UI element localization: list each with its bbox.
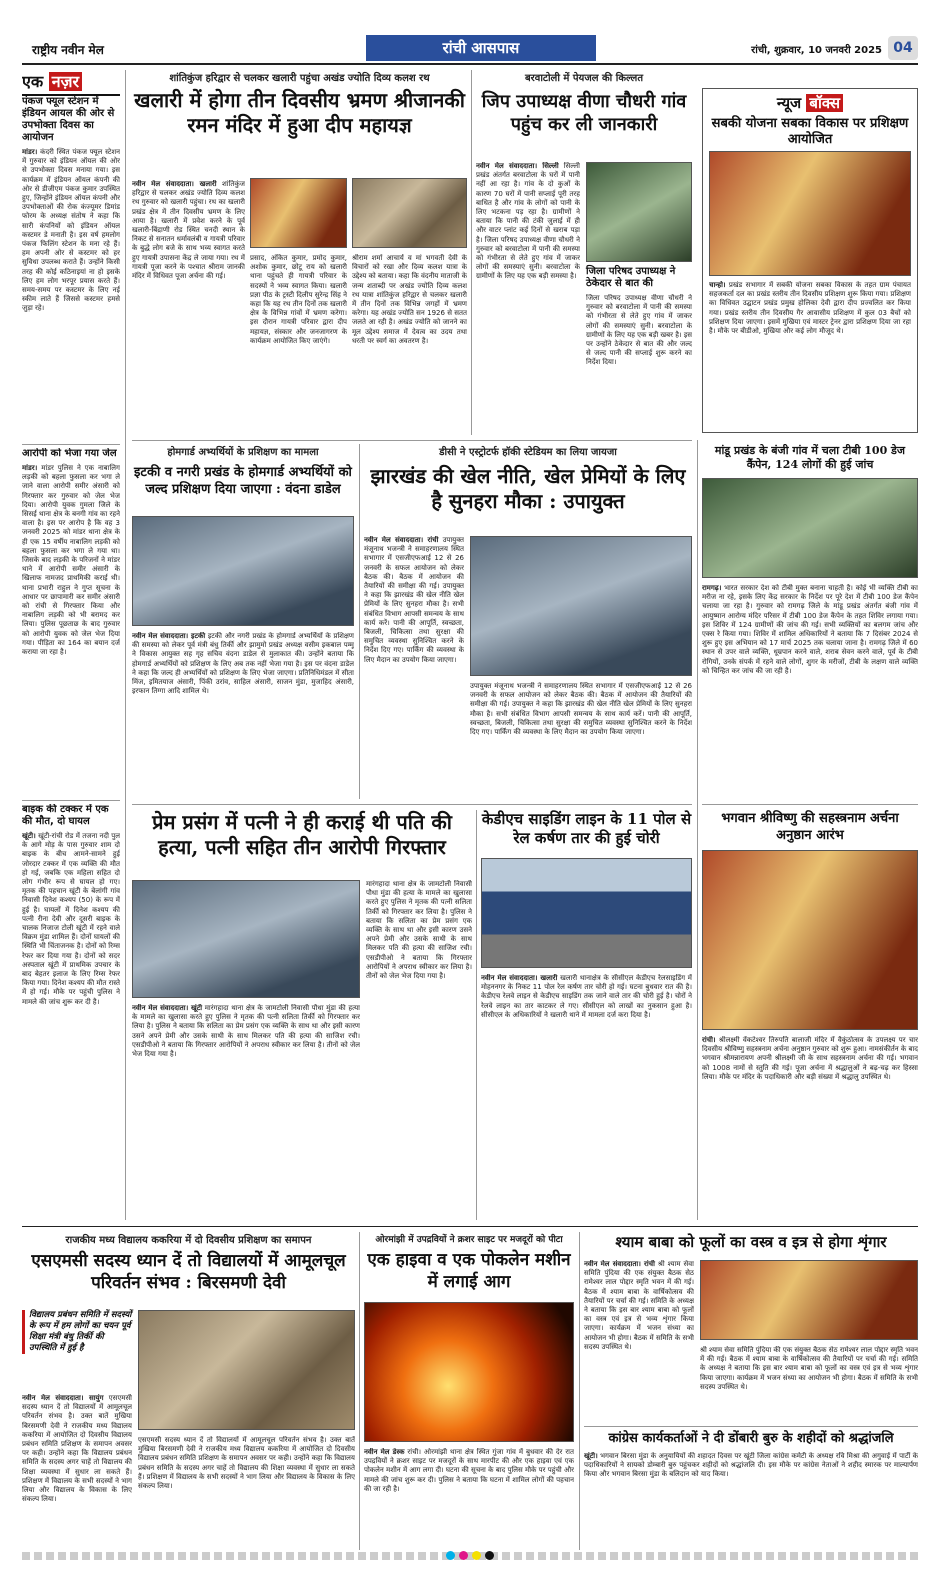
story-body <box>481 974 692 1220</box>
ek-nazar-dateline: मांडर। <box>22 148 38 156</box>
story-vishnu-sahasranam <box>702 810 918 1220</box>
ek-nazar-headline: पंकज फ्यूल स्टेशन में इंडियन आयल की ओर से उपभोक्ता दिवस का आयोजन <box>22 96 115 143</box>
story-body-col2: जिला परिषद उपाध्यक्ष वीणा चौधरी ने गुरुवार को बरवाटोला में पानी की समस्या को गंभीरता से लेते हुए गांव में जाकर लोगों की समस्याएं सुनी। बरवाटोला के ग्रामीणों के लिए यह एक बड़ी खबर है। इस पर उन्होंने ठेकेदार से बात की और जल्द से जल्द पानी की सप्लाई शुरू करने का निर्देश दिया। <box>586 294 692 367</box>
story-kicker: बरवाटोली में पेयजल की किल्लत <box>524 73 644 84</box>
story-text: मारंगहादा थाना क्षेत्र के जामटोली निवासी पौधा मुंडा की हत्या के मामले का खुलासा करते हुए पुलिस ने मृतक की पत्नी सलिता तिर्की को गिरफ्तार कर लिया है। पुलिस ने बताया कि सलिता का प्रेम प्रसंग एक व्यक्ति के साथ था और इसी कारण उसने अपने प्रेमी और उसके साथी के साथ मिलकर पति की हत्या की साजिश रची। एसडीपीओ ने बताया कि गिरफ्तार आरोपियों ने अपराध स्वीकार कर लिया है। तीनों को जेल भेज दिया गया है। <box>132 1004 360 1059</box>
story-dateline: नवीन मेल संवाददाता। खलारी <box>481 974 558 982</box>
divider <box>22 444 120 445</box>
story-dateline: नवीन मेल संवाददाता। सिल्ली <box>476 162 559 170</box>
ek-nazar-body <box>22 832 120 1007</box>
photo-village-visit <box>586 162 692 262</box>
section-divider <box>584 1426 918 1427</box>
story-text: एसएमसी सदस्य ध्यान दें तो विद्यालयों में आमूलचूल परिवर्तन संभव है। उक्त बातें मुखिया बिरसमणी देवी ने राजकीय मध्य विद्यालय ककरिया में आयोजित दो दिवसीय विद्यालय प्रबंधन समिति प्रशिक्षण के समापन अवसर पर कही। उन्होंने कहा कि विद्यालय प्रबंधन समिति के सदस्य अगर चाहें तो विद्यालय की शिक्षा व्यवस्था में सुधार ला सकते हैं। प्रशिक्षण में विद्यालय के सभी सदस्यों ने भाग लिया और विद्यालय के विकास के लिए संकल्प लिया। <box>22 1394 132 1504</box>
ek-nazar-text: मांडर पुलिस ने एक नाबालिग लड़की को बहला फुसला कर भगा ले जाने वाला आरोपी समीर अंसारी को गिरफ्तार कर गुरुवार को जेल भेज दिया। आरोपी युवक गुमला जिले के सिसई थाना क्षेत्र के बनगी गांव का रहने वाला है। इस पर आरोप है कि वह 3 जनवरी 2025 को मांडर थाना क्षेत्र के ही एक 15 वर्षीय नाबालिग लड़की को बहला फुसला कर भगा ले गया था। जिसके बाद लड़की के परिजनों ने मांडर थाने में आरोपी समीर अंसारी के खिलाफ नामजद प्राथमिकी कराई थी। थाना प्रभारी राहुल ने गुप्त सूचना के आधार पर छापामारी कर समीर अंसारी को रांची से गिरफ्तार किया और नाबालिग लड़की को भी बरामद कर लिया। पुलिस पूछताछ के बाद गुरुवार को आरोपी युवक को जेल भेज दिया गया। पीड़िता का 164 का बयान दर्ज कराया जा रहा है। <box>22 464 120 657</box>
story-text: श्री श्याम सेवा समिति पुंदिया की एक संयुक्त बैठक सेठ रामेश्वर लाल पोद्दार स्मृति भवन में की गई। बैठक में श्याम बाबा के वार्षिकोत्सव की तैयारियों पर चर्चा की गई। समिति के अध्यक्ष ने बताया कि इस बार श्याम बाबा को फूलों का वस्त्र एवं इत्र से भव्य शृंगार किया जाएगा। कार्यक्रम में भजन संध्या का आयोजन भी होगा। बैठक में समिति के सभी सदस्य उपस्थित थे। <box>584 1260 694 1351</box>
story-text: शांतिकुंज हरिद्वार से चलकर अखंड ज्योति दिव्य कलश रथ गुरुवार को खलारी पहुंचा। रथ का खलारी प्रखंड क्षेत्र में तीन दिवसीय भ्रमण के लिए आया है। खलारी में प्रवेश करने के पूर्व खलारी-बिंद्राणी रोड स्थित चनदी स्थान के निकट से सनातन धर्मावलंबी व गायत्री परिवार के बुद्धे लोग बजे के साथ भव्य स्वागत करते हुए गायत्री उपासना केंद्र ले जाया गया। रथ में गायत्री पूजा करने के पश्चात श्रीराम जानकी मंदिर में विधिवत पूजा अर्चना की गई। <box>132 180 245 281</box>
column-divider <box>697 440 698 1220</box>
story-text: इटकी और नगरी प्रखंड के होमगार्ड अभ्यर्थियों के प्रशिक्षण की समस्या को लेकर पूर्व मंत्री बंधु तिर्की और झामुमो प्रखंड अध्यक्ष वसीम इकबाल पम्मू ने विकास आयुक्त सह गृह सचिव वंदना डाडेल से मुलाकात की। उन्होंने बताया कि होमगार्ड अभ्यर्थियों को प्रशिक्षण के लिए अब तक नहीं भेजा गया है। इस पर वंदना डाडेल ने कहा कि जल्द ही अभ्यर्थियों को प्रशिक्षण के लिए भेजा जाएगा। प्रतिनिधिमंडल में सीता मिंज, इमितयाज अंसारी, पिंकी उरांव, साहिल अंसारी, साजन मुंडा, मुजाहिद अंसारी, इरफान तिग्गा आदि शामिल थे। <box>132 632 354 696</box>
story-khalari <box>132 70 467 435</box>
story-body <box>702 1036 918 1220</box>
story-kicker: राजकीय मध्य विद्यालय ककरिया में दो दिवसीय प्रशिक्षण का समापन <box>65 1235 312 1246</box>
story-kicker: होमगार्ड अभ्यर्थियों के प्रशिक्षण का मामला <box>167 447 319 458</box>
story-text: खलारी थानाक्षेत्र के सीसीएल केडीएच रेलसाइडिंग में मोहननगर के निकट 11 पोल रेल कर्षण तार चोरी हो गई। घटना बुधवार रात की है। केडीएच रेलवे लाइन से केडीएच साइडिंग तक जाने वाले तार की चोरी हुई है। चोरों ने रेलवे लाइन का तार काटकर ले गए। सीसीएल को लाखों का नुकसान हुआ है। सीसीएल के अधिकारियों ने खलारी थाने में मामला दर्ज करा दिया है। <box>481 974 692 1019</box>
page-number-badge: 04 <box>888 36 918 60</box>
story-kicker: ओरमांझी में उपद्रवियों ने क्रशर साइट पर मजदूरों को पीटा <box>375 1235 563 1245</box>
section-divider <box>702 804 918 805</box>
column-divider <box>471 70 472 435</box>
news-box-label <box>707 93 913 113</box>
story-veena-chaudhary <box>476 70 692 435</box>
story-dateline: नवीन मेल संवाददाता। रांची <box>584 1260 655 1268</box>
magenta-dot <box>459 1551 468 1560</box>
ek-nazar-dateline: खूंटी। <box>22 832 36 840</box>
story-khel-niti <box>364 444 692 799</box>
story-headline: भगवान श्रीविष्णु की सहस्त्रनाम अर्चना अनुष्ठान आरंभ <box>721 811 899 843</box>
story-text: भगवान बिरसा मुंडा के अनुयायियों की शहादत दिवस पर खूंटी जिला कांग्रेस कमेटी के अध्यक्ष रवि मिश्रा की अगुवाई में पार्टी के पदाधिकारियों ने सायको डोम्बारी बुरु पहुंचकर शहीदों को श्रद्धांजलि दी। इस मौके पर कांग्रेस नेताओं ने शहीद स्मारक पर माल्यार्पण किया और भगवान बिरसा मुंडा के बलिदान को याद किया। <box>584 1452 918 1479</box>
news-box-label-a: न्यूज <box>776 94 807 112</box>
section-divider <box>132 440 692 441</box>
story-body <box>364 1448 574 1550</box>
divider <box>22 800 120 801</box>
ek-nazar-item <box>22 448 120 788</box>
photo-procession <box>250 178 347 248</box>
ek-nazar-text: कंदरी स्थित पंकज फ्यूल स्टेशन में गुरुवार को इंडियन ऑयल की ओर से उपभोक्ता दिवस मनाया गया। इस कार्यक्रम में इंडियन ऑयल कंपनी की ओर से डीजीएम पंकज कुमार उपस्थित हुए, जिन्होंने इंडियन ऑयल कंपनी और उपभोक्ताओं की रोक कंज्यूमर डिमांड फोरम के अध्यक्ष संतोष ने कहा कि सारी कंपनियों को इंडियन ऑयल कस्टमर डे मनाती है। इस वर्ष हमलोग पंकज फिलिंग स्टेशन के मना रहे हैं। हम अपनी ओर से कस्टमर को हर सुविधा उपलब्ध कराते हैं। उन्होंने किसी तरह की कोई कठिनाइयां ना हो इसके लिए हम लोग भरपूर प्रयास करते हैं। समय-समय पर कस्टमर के लिए नई स्कीम लाते हैं जिससे कस्टमर हमसे जुड़ा रहे। <box>22 148 120 313</box>
news-box <box>702 88 918 433</box>
story-headline: इटकी व नगरी प्रखंड के होमगार्ड अभ्यर्थियों को जल्द प्रशिक्षण दिया जाएगा : वंदना डाडेल <box>134 465 352 497</box>
story-dateline: नवीन मेल संवाददाता। रांची <box>364 536 439 544</box>
story-headline: जिप उपाध्यक्ष वीणा चौधरी गांव पहुंच कर ली जानकारी <box>481 91 687 135</box>
pull-quote: विद्यालय प्रबंधन समिति में सदस्यों के रूप में हम लोगों का चयन पूर्व शिक्षा मंत्री बंधु तिर्की की उपस्थिति में हुई है <box>22 1310 132 1354</box>
ek-nazar-label-b: नज़र <box>49 72 82 91</box>
column-divider <box>359 444 360 799</box>
story-text: रांची। ओरमांझी थाना क्षेत्र स्थित गुंजा गांव में बुधवार की देर रात उपद्रवियों ने क्रशर साइट पर मजदूरों के साथ मारपीट की और एक हाइवा एवं एक पोकलेन मशीन में आग लगा दी। घटना की सूचना के बाद पुलिस मौके पर पहुंची और मामले की जांच शुरू कर दी। पुलिस ने बताया कि घटना में शामिल लोगों की पहचान की जा रही है। <box>364 1448 574 1493</box>
ek-nazar-headline: बाइक की टक्कर में एक की मौत, दो घायल <box>22 804 109 827</box>
story-dateline: नवीन मेल संवाददाता। खलारी <box>132 180 217 188</box>
column-divider <box>476 810 477 1220</box>
story-dateline: रांची। <box>702 1036 716 1044</box>
color-registration-marks <box>440 1548 500 1562</box>
cyan-dot <box>446 1551 455 1560</box>
story-headline: केडीएच साइडिंग लाइन के 11 पोल से रेल कर्षण तार की हुई चोरी <box>481 810 692 847</box>
story-body-col1 <box>132 180 245 435</box>
photo-health-camp <box>702 478 918 578</box>
ek-nazar-body <box>22 464 120 657</box>
black-dot <box>485 1551 494 1560</box>
ek-nazar-item <box>22 96 120 446</box>
story-body-col2: मारंगहादा थाना क्षेत्र के जामटोली निवासी पौधा मुंडा की हत्या के मामले का खुलासा करते हुए पुलिस ने मृतक की पत्नी सलिता तिर्की को गिरफ्तार कर लिया है। पुलिस ने बताया कि सलिता का प्रेम प्रसंग एक व्यक्ति के साथ था और इसी कारण उसने अपने प्रेमी और उसके साथी के साथ मिलकर पति की हत्या की साजिश रची। एसडीपीओ ने बताया कि गिरफ्तार आरोपियों ने अपराध स्वीकार कर लिया है। तीनों को जेल भेज दिया गया है। <box>366 880 472 981</box>
story-tb-campaign <box>702 444 918 799</box>
photo-temple-ritual <box>702 850 918 1030</box>
photo-meeting <box>132 516 354 626</box>
story-headline: कांग्रेस कार्यकर्ताओं ने दी डोंबारी बुरु के शहीदों को श्रद्धांजलि <box>608 1431 894 1446</box>
ek-nazar-body <box>22 148 120 314</box>
photo-fire <box>364 1302 574 1442</box>
photo-review-meeting <box>470 536 692 676</box>
paper-name: राष्ट्रीय नवीन मेल <box>32 43 104 57</box>
story-dateline: नवीन मेल संवाददाता। खूंटी <box>132 1004 203 1012</box>
story-body-col1 <box>132 1004 360 1220</box>
story-kicker: डीसी ने एस्ट्रोटर्फ हॉकी स्टेडियम का लिया जायजा <box>439 447 617 458</box>
story-text: उपायुक्त मंजूनाथ भजन्त्री ने समाहरणालय स्थित सभागार में एसजीएफआई 12 से 26 जनवरी के सफल आयोजन को लेकर बैठक की। बैठक में आयोजन की तैयारियों की समीक्षा की गई। उपायुक्त ने कहा कि झारखंड की खेल नीति खेल प्रेमियों के लिए सुनहरा मौका है। सभी संबंधित विभाग आपसी समन्वय के साथ कार्य करें। पानी की आपूर्ति, स्वच्छता, बिजली, चिकित्सा तथा सुरक्षा की समुचित व्यवस्था सुनिश्चित करने के निर्देश दिए गए। पार्किंग की व्यवस्था के लिए मैदान का उपयोग किया जाएगा। <box>364 536 464 664</box>
story-text: प्रखंड सभागार में सबकी योजना सबका विकास के तहत ग्राम पंचायत सहजकर्ता दल का प्रखंड स्तरीय तीन दिवसीय प्रशिक्षण शुरू किया गया। प्रशिक्षण का विधिवत उद्घाटन प्रखंड प्रमुख होलिका देवी द्वारा दीप प्रज्वलित कर किया गया। प्रखंड स्तरीय तीन दिवसीय गैर आवासीय प्रशिक्षण में कुल 03 बैचों को प्रशिक्षण दिया जाएगा। इसमें मुखिया एवं मास्टर ट्रेनर द्वारा प्रशिक्षण दिया जा रहा है। मौके पर बीडीओ, मुखिया और कई लोग मौजूद थे। <box>709 281 911 336</box>
story-kicker: शांतिकुंज हरिद्वार से चलकर खलारी पहुंचा अखंड ज्योति दिव्य कलश रथ <box>169 73 430 84</box>
story-smc-training <box>22 1232 355 1550</box>
section-divider <box>132 804 692 805</box>
photo-ceremony <box>352 178 467 248</box>
story-dateline: नवीन मेल संवाददाता। इटकी <box>132 632 206 640</box>
column-divider <box>359 1232 360 1550</box>
story-dateline: नवीन मेल डेस्क <box>364 1448 405 1456</box>
ek-nazar-dateline: मांडर। <box>22 464 38 472</box>
story-headline: श्याम बाबा को फूलों का वस्त्र व इत्र से होगा शृंगार <box>615 1233 887 1251</box>
ek-nazar-headline: आरोपी को भेजा गया जेल <box>22 448 117 459</box>
story-headline: झारखंड की खेल नीति, खेल प्रेमियों के लिए है सुनहरा मौका : उपायुक्त <box>370 464 686 513</box>
story-body-continued: उपायुक्त मंजूनाथ भजन्त्री ने समाहरणालय स्थित सभागार में एसजीएफआई 12 से 26 जनवरी के सफल आयोजन को लेकर बैठक की। बैठक में आयोजन की तैयारियों की समीक्षा की गई। उपायुक्त ने कहा कि झारखंड की खेल नीति खेल प्रेमियों के लिए सुनहरा मौका है। सभी संबंधित विभाग आपसी समन्वय के साथ कार्य करें। पानी की आपूर्ति, स्वच्छता, बिजली, चिकित्सा तथा सुरक्षा की समुचित व्यवस्था सुनिश्चित करने के निर्देश दिए गए। पार्किंग की व्यवस्था के लिए मैदान का उपयोग किया जाएगा। <box>470 682 692 737</box>
story-body <box>709 281 911 429</box>
photo-training-group <box>138 1310 355 1430</box>
story-crusher-fire <box>364 1232 574 1550</box>
story-headline: खलारी में होगा तीन दिवसीय भ्रमण श्रीजानकी रमन मंदिर में हुआ दीप महायज्ञ <box>134 88 465 137</box>
story-dateline: खूंटी। <box>584 1452 598 1460</box>
story-dateline: रामगढ़। <box>702 584 722 592</box>
story-headline: सबकी योजना सबका विकास पर प्रशिक्षण आयोजित <box>711 116 909 147</box>
story-dateline: नवीन मेल संवाददाता। सायुंग <box>22 1394 104 1402</box>
story-body-continued: श्री श्याम सेवा समिति पुंदिया की एक संयुक्त बैठक सेठ रामेश्वर लाल पोद्दार स्मृति भवन में की गई। बैठक में श्याम बाबा के वार्षिकोत्सव की तैयारियों पर चर्चा की गई। समिति के अध्यक्ष ने बताया कि इस बार श्याम बाबा को फूलों का वस्त्र एवं इत्र से भव्य शृंगार किया जाएगा। कार्यक्रम में भजन संध्या का आयोजन भी होगा। बैठक में समिति के सभी सदस्य उपस्थित थे। <box>700 1346 918 1391</box>
story-body-col3: श्रीराम शर्मा आचार्य व मां भगवती देवी के विचारों को रखा और दिव्य कलश यात्रा के उद्देश्य को बताया। कहा कि वंदनीय माताजी के जन्म शताब्दी पर अखंड ज्योति दिव्य कलश रथ यात्रा शांतिकुंज हरिद्वार से चलकर खलारी में तीन दिनों तक विभिन्न जगहों में भ्रमण करेगा। यह अखंड ज्योति सन 1926 से सतत जलते आ रही है। अखंड ज्योति को जानने का मूल उद्देश्य समाज में देवत्व का उदय तथा धरती पर स्वर्ग का अवतरण है। <box>352 254 467 345</box>
story-congress-tribute <box>584 1430 918 1550</box>
story-body-col1 <box>476 162 580 435</box>
photo-arrested-accused <box>132 880 360 998</box>
section-rule <box>22 1226 918 1227</box>
story-headline: एसएमसी सदस्य ध्यान दें तो विद्यालयों में आमूलचूल परिवर्तन संभव : बिरसमणी देवी <box>31 1251 346 1293</box>
story-headline: मांडू प्रखंड के बंजी गांव में चला टीबी 100 डेज कैंपेन, 124 लोगों की हुई जांच <box>714 444 906 471</box>
photo-committee-meeting <box>700 1260 918 1340</box>
story-body <box>584 1452 918 1550</box>
story-body <box>702 584 918 799</box>
story-body <box>364 536 464 799</box>
ek-nazar-text: खूंटी-रांची रोड में तजना नदी पुल के आगे मोड़ के पास गुरुवार शाम दो बाइक के बीच आमने-सामने हुई जोरदार टक्कर में एक व्यक्ति की मौत हो गई, जबकि एक महिला सहित दो लोग गंभीर रूप से घायल हो गए। मृतक की पहचान खूंटी के बेलांगी गांव निवासी दिनेश कश्यप (50) के रूप में हुई है। घायलों में दिनेश कश्यप की पत्नी रीना देवी और दूसरी बाइक के चालक निजाज टोली खूंटी में रहने वाले विक्रम मुंडा शामिल हैं। दोनों घायलों की स्थिति भी चिंताजनक है। दोनों को रिम्स रेफर कर दिया गया है। दोनों को सदर अस्पताल खूंटी में प्राथमिक उपचार के बाद बेहतर इलाज के लिए रिम्स रेफर किया गया। दिनेश कश्यप की मौत रास्ते में हो गई। मौके पर पहुंची पुलिस ने मामले की जांच शुरू कर दी है। <box>22 832 120 1006</box>
photo-caption: जिला परिषद उपाध्यक्ष ने ठेकेदार से बात की <box>586 266 676 289</box>
masthead <box>22 35 918 61</box>
ek-nazar-item <box>22 804 120 1204</box>
yellow-dot <box>472 1551 481 1560</box>
photo-training <box>709 151 911 276</box>
ek-nazar-label <box>22 70 120 96</box>
story-body <box>584 1260 694 1422</box>
date-line: रांची, शुक्रवार, 10 जनवरी 2025 <box>751 45 882 56</box>
story-text: सिल्ली प्रखंड अंतर्गत बरवाटोला के घरों में पानी नहीं आ रहा है। गांव के दो कुओं के कारण 70 घरों में पानी सप्लाई पूरी तरह बाधित है और गांव के लोगों को पानी के लिए भटकना पड़ रहा है। ग्रामीणों ने बताया कि पानी की टंकी जुलाई में ही और वाटर प्लांट कई दिनों से खराब पड़ा है। जिला परिषद उपाध्यक्ष वीणा चौधरी ने गुरुवार को बरवाटोला में पानी की समस्या को गंभीरता से लेते हुए गांव में जाकर लोगों की समस्याएं सुनी। बरवाटोला के ग्रामीणों के लिए यह एक बड़ी समस्या है। <box>476 162 580 281</box>
story-text: श्रीलक्ष्मी वेंकटेश्वर तिरुपति बालाजी मंदिर में वैकुंठोत्सव के उपलक्ष्य पर चार दिवसीय श्रीविष्णु सहस्त्रनाम अर्चना अनुष्ठान गुरुवार को शुरू हुआ। नामसंकीर्तन के बाद भगवान श्रीमन्नारायण अपनी श्रीलक्ष्मी जी के साथ सहस्त्रनाम अर्चना की गई। भगवान को 1008 नामों से स्तुति की गई। पूजा अर्चना में श्रद्धालुओं ने बढ़-चढ़ कर हिस्सा लिया। मौके पर मंदिर के पदाधिकारी और बड़ी संख्या में श्रद्धालु उपस्थित थे। <box>702 1036 918 1081</box>
section-title: रांची आसपास <box>442 39 520 57</box>
story-murder-arrest <box>132 810 472 1220</box>
ek-nazar-column <box>22 70 120 1220</box>
masthead-rule <box>22 63 918 65</box>
story-text: भारत सरकार देश को टीबी मुक्त बनाना चाहती है। कोई भी व्यक्ति टीबी का मरीज ना रहे, इसके लिए केंद्र सरकार के निर्देश पर पूरे देश में टीबी 100 डेज कैंपेन चलाया जा रहा है। गुरुवार को रामगढ़ जिले के मांडू प्रखंड अंतर्गत बंजी गांव में आयुष्मान आरोग्य मंदिर परिसर में टीबी 100 डेज कैंपेन के तहत शिविर लगाया गया। इस शिविर में 124 ग्रामीणों की जांच की गई। सभी व्यक्तियों का बलगम जांच और एक्स रे किया गया। शिविर में शामिल अधिकारियों ने बताया कि 7 दिसंबर 2024 से शुरू हुए इस अभियान को 17 मार्च 2025 तक चलाया जाना है। रामगढ़ जिले में 60 स्थान से उपर वाले व्यक्ति, धूम्रपान करने वाले, शराब सेवन करने वाले, पूर्व के टीबी रोगियों, उनके संपर्क में रहने वाले लोगों, शुगर के मरीजों, टीबी के लक्षण वाले व्यक्ति को चिन्हित कर जांच की जा रही है। <box>702 584 918 675</box>
column-divider <box>125 70 126 1220</box>
story-body <box>22 1394 132 1550</box>
news-box-label-b: बॉक्स <box>806 94 843 112</box>
story-shyam-baba <box>584 1232 918 1422</box>
story-headline: प्रेम प्रसंग में पत्नी ने ही कराई थी पति की हत्या, पत्नी सहित तीन आरोपी गिरफ्तार <box>152 810 452 859</box>
story-body-continued: एसएमसी सदस्य ध्यान दें तो विद्यालयों में आमूलचूल परिवर्तन संभव है। उक्त बातें मुखिया बिरसमणी देवी ने राजकीय मध्य विद्यालय ककरिया में आयोजित दो दिवसीय विद्यालय प्रबंधन समिति प्रशिक्षण के समापन अवसर पर कही। उन्होंने कहा कि विद्यालय प्रबंधन समिति के सदस्य अगर चाहें तो विद्यालय की शिक्षा व्यवस्था में सुधार ला सकते हैं। प्रशिक्षण में विद्यालय के सभी सदस्यों ने भाग लिया और विद्यालय के विकास के लिए संकल्प लिया। <box>138 1436 355 1491</box>
story-kdh-theft <box>481 810 692 1220</box>
story-body <box>132 632 354 799</box>
ek-nazar-label-a: एक <box>22 72 49 91</box>
story-body-col2: प्रसाद, अंकित कुमार, प्रमोद कुमार, अशोक कुमार, छोटू राय को खलारी थाना पहुंचते ही गायत्री परिवार के सदस्यों ने भव्य स्वागत किया। खलारी प्रज्ञा पीठ के ट्रस्टी दिलीप सुरेन्द्र सिंह ने कहा कि यह रथ तीन दिनों तक खलारी क्षेत्र के विभिन्न गांवों में भ्रमण करेगा। इस दौरान गायत्री परिवार द्वारा दीप महायज्ञ, संस्कार और जनजागरण के कार्यक्रम आयोजित किए जाएंगे। <box>250 254 347 345</box>
photo-rail-line <box>481 858 692 968</box>
column-divider <box>579 1232 580 1550</box>
story-dateline: चान्हो। <box>709 281 726 289</box>
story-homeguard <box>132 444 354 799</box>
story-headline: एक हाइवा व एक पोकलेन मशीन में लगाई आग <box>367 1250 571 1292</box>
